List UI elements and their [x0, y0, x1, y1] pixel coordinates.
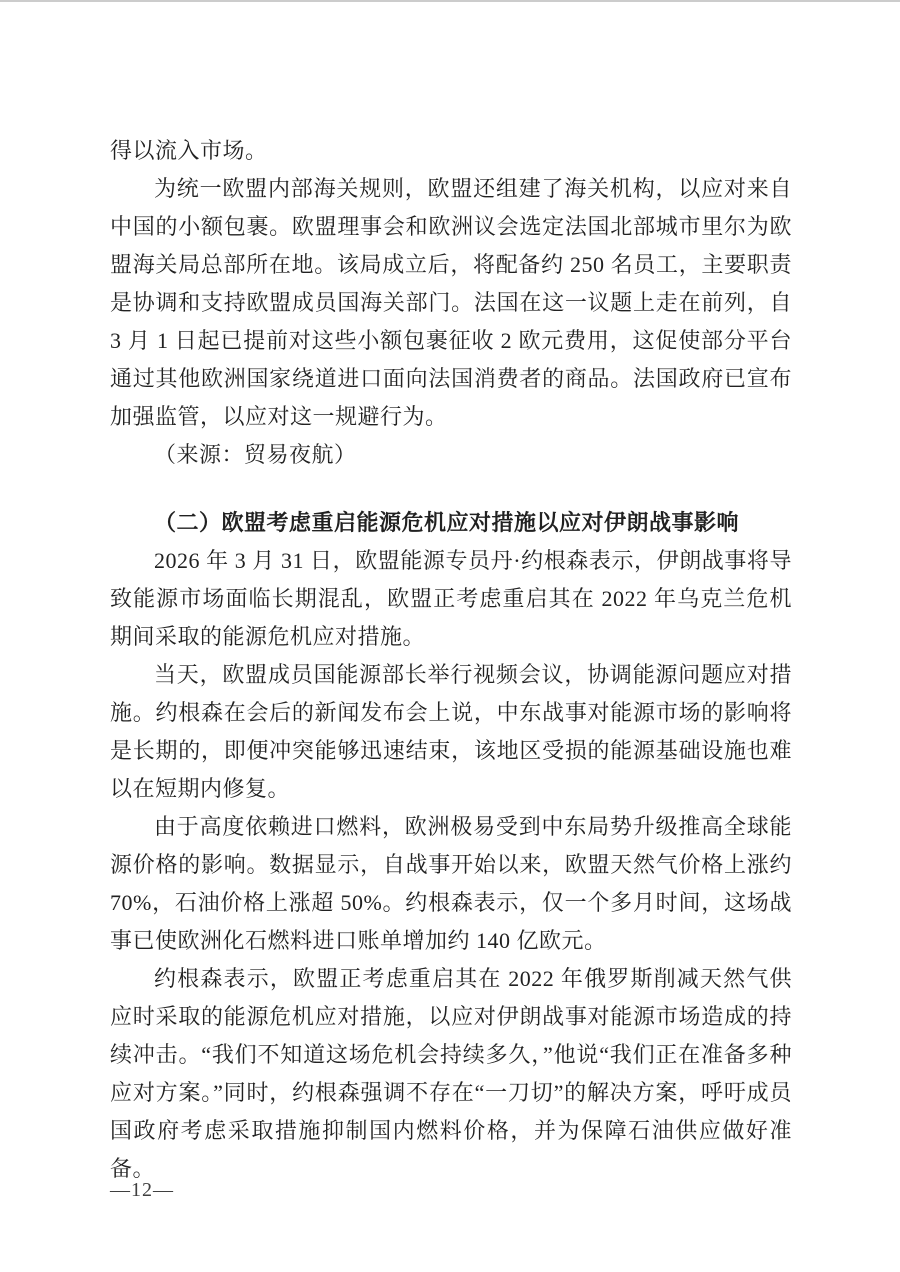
section-heading: （二）欧盟考虑重启能源危机应对措施以应对伊朗战事影响 — [154, 510, 740, 535]
paragraph-continuation: 得以流入市场。 — [110, 138, 268, 163]
paragraph-customs: 为统一欧盟内部海关规则，欧盟还组建了海关机构，以应对来自中国的小额包裹。欧盟理事会和欧洲议会选定法国北部城市里尔为欧盟海关局总部所在地。该局成立后，将配备约 250 名员工，主要职责是协调和支持欧盟成员国海关部门。法国在这一议题上走在前列，自 3 月 1 日起已提前对这些小额包裹征收 2 欧元费用，这促使部分平台通过其他欧洲国家绕道进口面向法国消费者的商品。法国政府已宣布加强监管，以应对这一规避行为。 — [110, 176, 792, 429]
page-top-edge — [0, 0, 900, 2]
page-number: —12— — [110, 1179, 174, 1201]
source-line: （来源：贸易夜航） — [154, 442, 357, 467]
paragraph-energy-4: 约根森表示，欧盟正考虑重启其在 2022 年俄罗斯削减天然气供应时采取的能源危机应对措施，以应对伊朗战事对能源市场造成的持续冲击。“我们不知道这场危机会持续多久，”他说“我们正在准备多种应对方案。”同时，约根森强调不存在“一刀切”的解决方案，呼吁成员国政府考虑采取措施抑制国内燃料价格，并为保障石油供应做好准备。 — [110, 966, 792, 1181]
paragraph-energy-1: 2026 年 3 月 31 日，欧盟能源专员丹·约根森表示，伊朗战事将导致能源市场面临长期混乱，欧盟正考虑重启其在 2022 年乌克兰危机期间采取的能源危机应对措施。 — [110, 548, 792, 649]
paragraph-energy-2: 当天，欧盟成员国能源部长举行视频会议，协调能源问题应对措施。约根森在会后的新闻发布会上说，中东战事对能源市场的影响将是长期的，即便冲突能够迅速结束，该地区受损的能源基础设施也难以在短期内修复。 — [110, 662, 792, 801]
paragraph-energy-3: 由于高度依赖进口燃料，欧洲极易受到中东局势升级推高全球能源价格的影响。数据显示，自战事开始以来，欧盟天然气价格上涨约 70%，石油价格上涨超 50%。约根森表示，仅一个多月时间，这场战事已使欧洲化石燃料进口账单增加约 140 亿欧元。 — [110, 814, 792, 953]
document-body — [110, 132, 792, 1188]
